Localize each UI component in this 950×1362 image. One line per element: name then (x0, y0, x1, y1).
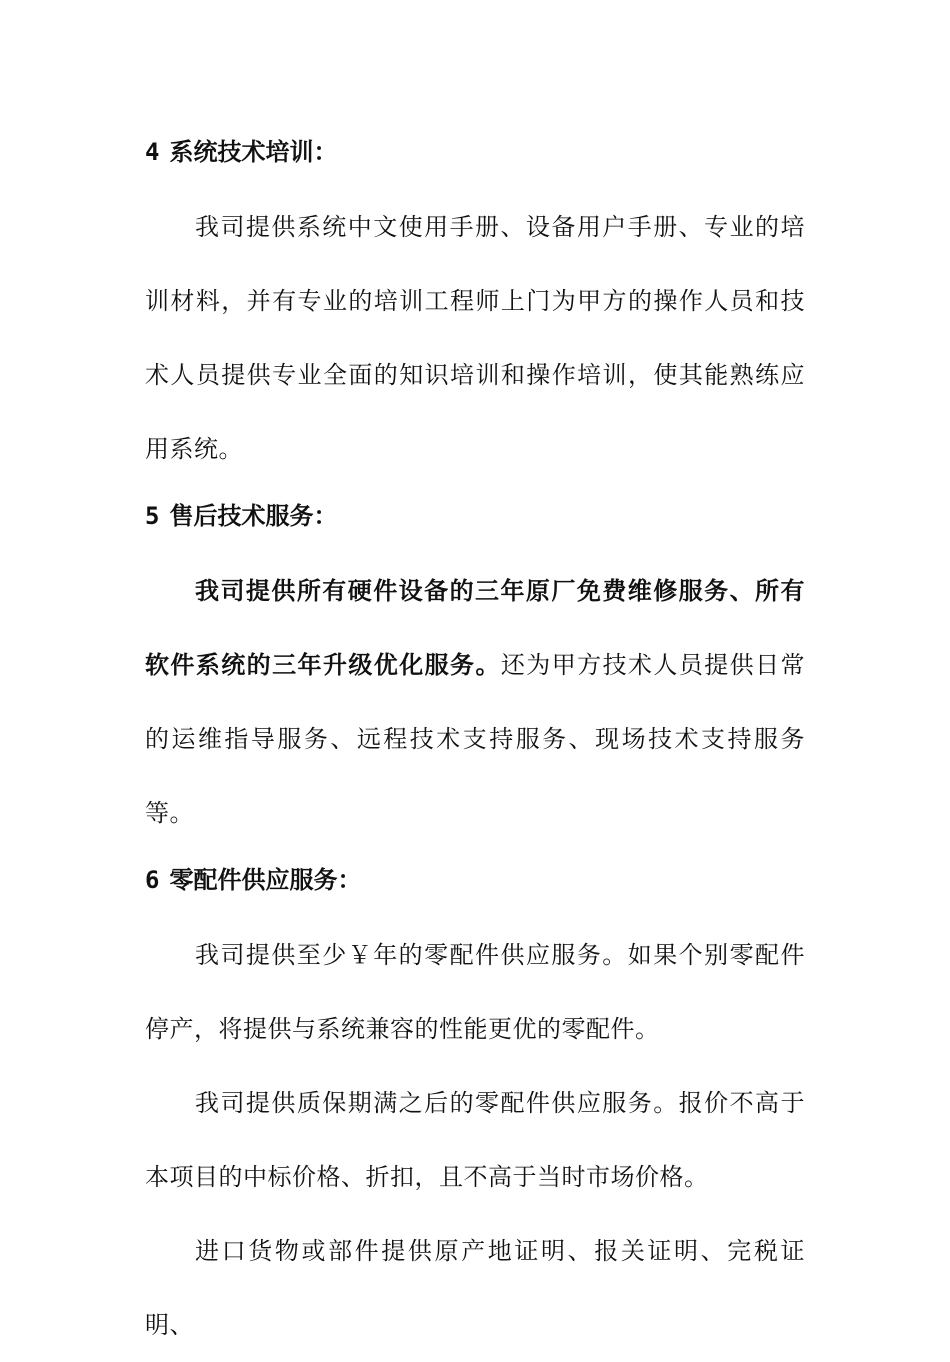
section-6-paragraph-3: 进口货物或部件提供原产地证明、报关证明、完税证明、 (145, 1237, 805, 1339)
document-page (145, 130, 805, 1362)
section-6-paragraph-1: 我司提供至少￥年的零配件供应服务。如果个别零配件停产，将提供与系统兼容的性能更优的零配件。 (145, 941, 805, 1043)
section-number: 6 (145, 866, 160, 894)
section-4-heading (145, 130, 805, 174)
section-5-paragraph-1 (145, 554, 805, 850)
paragraph-text: 还为甲方技术人员提供日常的运维指导服务、远程技术支持服务、现场技术支持服务等。 (145, 651, 806, 827)
section-number: 4 (145, 138, 160, 166)
section-number: 5 (145, 502, 160, 530)
section-5-heading (145, 494, 805, 538)
bold-commitment-text: 我司提供所有硬件设备的三年原厂免费维修服务、所有软件系统的三年升级优化服务。 (145, 576, 805, 679)
section-title: 系统技术培训： (169, 137, 338, 166)
section-title: 零配件供应服务： (169, 865, 362, 894)
section-4-paragraph-1: 我司提供系统中文使用手册、设备用户手册、专业的培训材料，并有专业的培训工程师上门为甲方的操作人员和技术人员提供专业全面的知识培训和操作培训，使其能熟练应用系统。 (145, 213, 805, 463)
section-title: 售后技术服务： (169, 501, 338, 530)
section-6-paragraph-2: 我司提供质保期满之后的零配件供应服务。报价不高于本项目的中标价格、折扣，且不高于当时市场价格。 (145, 1089, 805, 1191)
section-6-heading (145, 858, 805, 902)
